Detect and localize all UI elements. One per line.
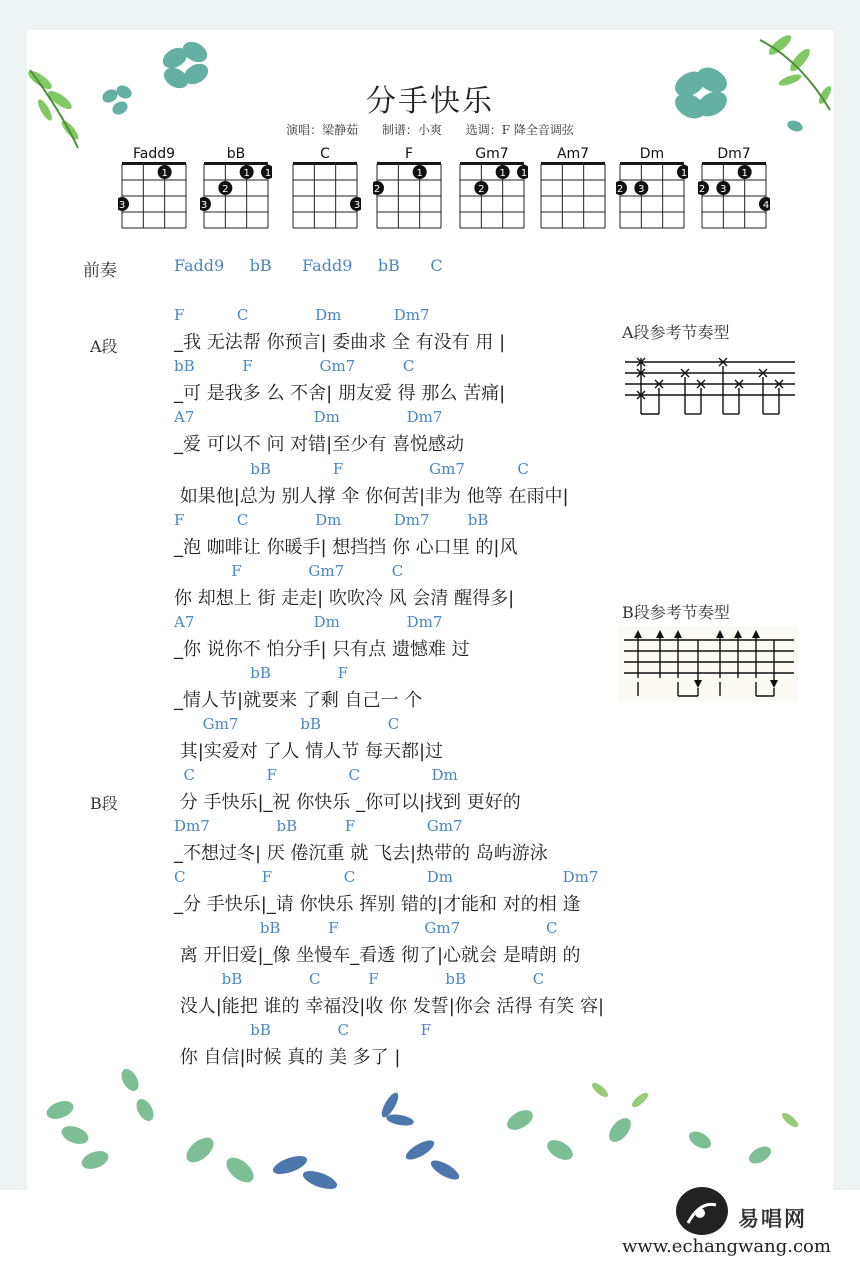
lyric-line: 你 却想上 街 走走| 吹吹冷 风 会清 醒得多| xyxy=(174,588,515,609)
chord-line: C F C Dm Dm7 xyxy=(174,868,599,886)
svg-text:3: 3 xyxy=(200,200,208,211)
singer-credit: 演唱：梁静茹 xyxy=(286,123,359,137)
chord-line: bB C F bB C xyxy=(174,970,545,988)
fretboard xyxy=(698,160,770,234)
fretboard xyxy=(200,160,272,234)
svg-text:1: 1 xyxy=(243,168,250,179)
section-b-label: B段 xyxy=(90,794,118,813)
chord-line: F C Dm Dm7 bB xyxy=(174,511,489,529)
chord-line: bB F xyxy=(174,664,349,682)
lyric-line: _可 是我多 么 不舍| 朋友爱 得 那么 苦痛| xyxy=(174,383,506,404)
lyric-line: 其|实爱对 了人 情人节 每天都|过 xyxy=(174,741,444,762)
fretboard xyxy=(616,160,688,234)
credits-line xyxy=(0,121,860,138)
fretboard xyxy=(289,160,361,234)
chord-name: Dm xyxy=(639,146,665,162)
svg-text:3: 3 xyxy=(720,184,727,195)
chord-diagram xyxy=(289,146,361,234)
fretboard xyxy=(537,160,609,234)
arranger-credit: 制谱：小爽 xyxy=(381,123,442,137)
chord-diagram xyxy=(118,146,190,234)
chord-name: Am7 xyxy=(556,146,590,162)
chord-line: bB F Gm7 C xyxy=(174,919,558,937)
chord-line: A7 Dm Dm7 xyxy=(174,613,443,631)
svg-text:3: 3 xyxy=(353,200,361,211)
svg-text:2: 2 xyxy=(616,184,624,195)
chord-diagram xyxy=(456,146,528,234)
rhythm-b-pattern xyxy=(618,626,798,701)
rhythm-b-title: B段参考节奏型 xyxy=(622,603,730,622)
site-url: www.echangwang.com xyxy=(622,1236,831,1257)
chord-line: C F C Dm xyxy=(174,766,458,784)
lyric-line: _泡 咖啡让 你暖手| 想挡挡 你 心口里 的|风 xyxy=(174,537,518,558)
svg-text:1: 1 xyxy=(161,168,168,179)
chord-name: F xyxy=(404,146,414,162)
lyric-line: _爱 可以不 问 对错|至少有 喜悦感动 xyxy=(174,434,464,455)
svg-text:3: 3 xyxy=(118,200,126,211)
svg-text:1: 1 xyxy=(520,168,528,179)
rhythm-a-title: A段参考节奏型 xyxy=(622,323,730,342)
lyric-line: 分 手快乐|_祝 你快乐 _你可以|找到 更好的 xyxy=(174,792,521,813)
key-credit: 选调：F 降全音调弦 xyxy=(465,123,574,137)
lyric-line: _我 无法帮 你预言| 委曲求 全 有没有 用 | xyxy=(174,332,506,353)
chord-line: Gm7 bB C xyxy=(174,715,400,733)
chord-line: Dm7 bB F Gm7 xyxy=(174,817,463,835)
section-a-label: A段 xyxy=(90,337,118,356)
chord-line: F C Dm Dm7 xyxy=(174,306,430,324)
chord-diagram xyxy=(698,146,770,234)
lyric-line: _分 手快乐|_请 你快乐 挥别 错的|才能和 对的相 逢 xyxy=(174,894,581,915)
fretboard xyxy=(456,160,528,234)
chord-line: bB C F xyxy=(174,1021,432,1039)
svg-text:4: 4 xyxy=(762,200,770,211)
lyric-line: 没人|能把 谁的 幸福没|收 你 发誓|你会 活得 有笑 容| xyxy=(174,996,605,1017)
lyric-line: _情人节|就要来 了剩 自己一 个 xyxy=(174,690,423,711)
lyric-line: 如果他|总为 别人撑 伞 你何苦|非为 他等 在雨中| xyxy=(174,486,569,507)
chord-diagram xyxy=(616,146,688,234)
chord-name: C xyxy=(320,146,330,162)
chord-diagram xyxy=(200,146,272,234)
chord-name: Fadd9 xyxy=(132,146,176,162)
svg-text:2: 2 xyxy=(222,184,229,195)
chord-name: Dm7 xyxy=(717,146,751,162)
chord-line: F Gm7 C xyxy=(174,562,404,580)
svg-text:3: 3 xyxy=(638,184,645,195)
svg-text:1: 1 xyxy=(741,168,748,179)
svg-text:2: 2 xyxy=(478,184,485,195)
lyric-line: _你 说你不 怕分手| 只有点 遗憾难 过 xyxy=(174,639,470,660)
svg-text:1: 1 xyxy=(416,168,423,179)
lyric-line: 你 自信|时候 真的 美 多了 | xyxy=(174,1047,401,1068)
fretboard xyxy=(118,160,190,234)
lyric-line: 离 开旧爱|_像 坐慢车_看透 彻了|心就会 是晴朗 的 xyxy=(174,945,581,966)
svg-text:1: 1 xyxy=(680,168,688,179)
svg-text:2: 2 xyxy=(373,184,381,195)
svg-text:1: 1 xyxy=(264,168,272,179)
svg-text:1: 1 xyxy=(499,168,506,179)
fretboard xyxy=(373,160,445,234)
chord-diagram xyxy=(373,146,445,234)
chord-line: A7 Dm Dm7 xyxy=(174,408,443,426)
chord-line: bB F Gm7 C xyxy=(174,357,415,375)
chord-name: bB xyxy=(226,146,246,162)
chord-line: bB F Gm7 C xyxy=(174,460,529,478)
rhythm-a-pattern xyxy=(625,348,795,418)
svg-text:2: 2 xyxy=(698,184,706,195)
intro-chords: Fadd9 bB Fadd9 bB C xyxy=(174,256,443,275)
chord-diagram xyxy=(537,146,609,234)
intro-label: 前奏 xyxy=(83,261,117,281)
logo-name: 易唱网 xyxy=(738,1206,807,1231)
song-title: 分手快乐 xyxy=(366,84,494,119)
chord-name: Gm7 xyxy=(475,146,509,162)
lyric-line: _不想过冬| 厌 倦沉重 就 飞去|热带的 岛屿游泳 xyxy=(174,843,548,864)
